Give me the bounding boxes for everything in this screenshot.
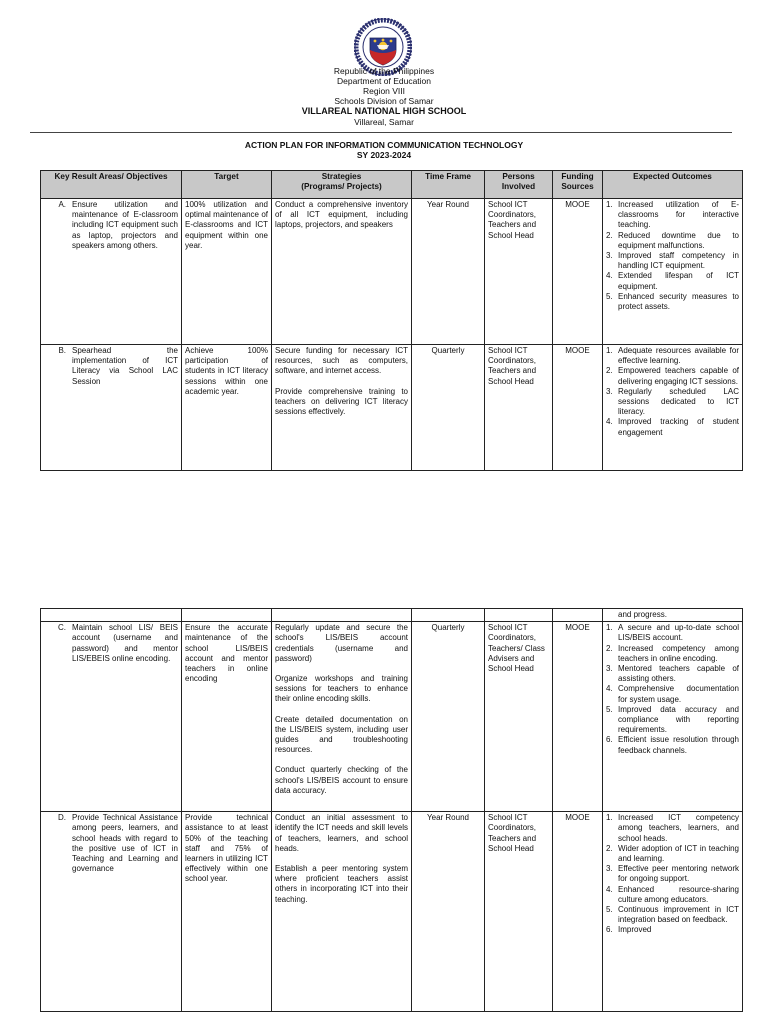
table-row [41,345,743,471]
strategy-item: Conduct quarterly checking of the school's LIS/BEIS account to ensure data accuracy. [275,765,408,795]
outcome-text: Increased ICT competency among teachers, learners, and school heads. [618,813,739,843]
strategy-item: Establish a peer mentoring system where proficient teachers assist others in incorporating ICT into their teaching. [275,864,408,904]
objective-cell [41,199,182,345]
outcome-item [606,200,739,231]
outcome-number: 1. [606,200,613,209]
funding-text: MOOE [565,623,590,633]
outcome-continuation [603,609,743,622]
table-cell [412,609,485,622]
outcome-continuation-text: and progress. [618,610,667,619]
header-school: VILLAREAL NATIONAL HIGH SCHOOL [301,106,467,116]
outcome-number: 2. [606,230,613,240]
funding-cell [553,812,603,1012]
objective [44,623,178,664]
funding-cell [553,199,603,345]
outcome-item [606,644,739,664]
strategies-cell [272,622,412,812]
outcome-text: Efficient issue resolution through feedback channels. [618,735,739,755]
strategies-cell [272,199,412,345]
outcome-number: 5. [606,905,613,915]
outcome-text: Continuous improvement in ICT integration based on feedback. [618,905,739,925]
time-frame-cell [412,345,485,471]
target-text: Ensure the accurate maintenance of the school LIS/BEIS account and mentor teachers in online encoding [185,623,268,684]
strategies-cell [272,812,412,1012]
target-cell [182,199,272,345]
continuation-row [41,609,743,622]
objective-letter: C. [58,623,66,633]
header-department: Department of Education [336,76,432,86]
outcome-text: Improved tracking of student engagement [618,417,739,437]
outcome-item [606,417,739,437]
table-cell [272,609,412,622]
persons-text: School ICT Coordinators, Teachers and School Head [488,346,537,386]
objective [44,813,178,874]
table-cell [485,609,553,622]
outcome-number: 3. [606,864,613,874]
document-title-text: ACTION PLAN FOR INFORMATION COMMUNICATION TECHNOLOGY [244,140,524,150]
target-text: Provide technical assistance to at least 50% of the teaching staff and 75% of learners in utilizing ICT effectively within one school year. [185,813,268,884]
header-funding-sources [553,171,603,199]
persons-cell [485,622,553,812]
target-text: 100% utilization and optimal maintenance of E-classrooms and ICT equipment within one year. [185,200,268,250]
outcome-item [606,844,739,864]
header-target [182,171,272,199]
strategy-item: Provide comprehensive training to teachers on delivering ICT literacy sessions effectively. [275,386,408,417]
table-body-part-1 [41,199,743,471]
outcome-number: 1. [606,813,613,823]
persons-text: School ICT Coordinators, Teachers and School Head [488,200,537,240]
strategy-item: Secure funding for necessary ICT resources, such as computers, software, and internet access. [275,346,408,376]
outcome-number: 4. [606,684,613,694]
outcome-number: 4. [606,884,613,894]
persons-cell [485,345,553,471]
strategy-item: Create detailed documentation on the LIS/BEIS system, including user guides and troubleshooting resources. [275,714,408,755]
time-frame-cell [412,812,485,1012]
objective-text: Maintain school LIS/ BEIS account (username and password) and mentor LIS/EBEIS online encoding. [72,623,178,663]
action-plan-table-part-2 [40,608,743,1012]
outcome-number: 2. [606,843,613,853]
table-cell [553,609,603,622]
table-cell [182,609,272,622]
strategies-cell [272,345,412,471]
table-body-part-2 [41,609,743,1012]
outcome-item [606,366,739,386]
target-cell [182,812,272,1012]
strategy-item: Conduct a comprehensive inventory of all ICT equipment, including laptops, projectors, and speakers [275,200,408,230]
target-text: Achieve 100% participation of students in ICT literacy sessions within one academic year. [185,346,268,396]
persons-text: School ICT Coordinators, Teachers and School Head [488,813,537,853]
table-row [41,812,743,1012]
outcome-item [606,292,739,312]
table-row [41,622,743,812]
outcome-item [606,251,739,271]
outcomes-cell [603,812,743,1012]
outcomes-list [606,200,739,312]
time-frame-cell [412,199,485,345]
outcome-item [606,664,739,684]
header-region: Region VIII [362,86,406,96]
header-division: Schools Division of Samar [334,96,434,106]
objective-letter: B. [58,346,66,355]
strategy-item: Regularly update and secure the school's LIS/BEIS account credentials (username and password) [275,623,408,663]
action-plan-table-part-1 [40,170,743,471]
time-frame-text: Quarterly [431,623,465,633]
header-address: Villareal, Samar [354,117,414,127]
table-cell [41,609,182,622]
header-country: Republic of the Philippines [333,66,435,76]
header-key-result-areas [41,171,182,199]
header-label: Funding Sources [561,172,594,191]
strategy-item: Organize workshops and training sessions for teachers to enhance their online encoding skills. [275,674,408,704]
objective-cell [41,622,182,812]
header-label: Time Frame [425,172,471,181]
outcome-text: Enhanced resource-sharing culture among educators. [618,884,739,904]
outcome-text: Mentored teachers capable of assisting others. [618,664,739,684]
objective-cell [41,812,182,1012]
outcome-item [606,885,739,905]
objective [44,346,178,387]
outcome-item [606,231,739,251]
outcome-text: Improved staff competency in handling ICT equipment. [618,251,739,271]
outcome-text: Improved data accuracy and compliance with reporting requirements. [618,704,739,735]
outcome-text: Increased utilization of E-classrooms for interactive teaching. [618,200,739,230]
outcome-item [606,905,739,925]
funding-text: MOOE [565,346,590,355]
time-frame-cell [412,622,485,812]
header-strategies [272,171,412,199]
outcome-item [606,346,739,366]
objective-letter: A. [58,200,66,209]
document-title [0,140,768,160]
objective-text: Ensure utilization and maintenance of E-classroom including ICT equipment such as laptop, projectors and speakers among others. [72,200,178,250]
outcome-number: 5. [606,704,613,714]
funding-cell [553,622,603,812]
table-header-row [41,171,743,199]
outcome-text: Enhanced security measures to protect assets. [618,291,739,312]
outcome-number: 1. [606,623,613,633]
outcome-number: 3. [606,664,613,674]
funding-text: MOOE [565,813,590,823]
outcome-text: Effective peer mentoring network for ongoing support. [618,864,739,884]
outcome-number: 2. [606,643,613,653]
outcome-number: 4. [606,417,613,427]
outcome-item [606,735,739,755]
outcome-item [606,623,739,643]
outcome-text: Empowered teachers capable of delivering engaging ICT sessions. [618,366,739,386]
persons-cell [485,199,553,345]
header-label: Strategies (Programs/ Projects) [301,172,382,191]
time-frame-text: Year Round [427,200,469,209]
outcome-item [606,864,739,884]
target-cell [182,345,272,471]
funding-text: MOOE [565,200,590,209]
outcome-number: 6. [606,925,613,935]
objective [44,200,178,251]
outcomes-list [606,623,739,756]
outcome-number: 4. [606,271,613,281]
outcomes-cell [603,622,743,812]
outcome-text: Comprehensive documentation for system usage. [618,684,739,704]
outcomes-list [606,346,739,438]
outcome-text: Adequate resources available for effective learning. [618,346,739,366]
outcome-item [606,925,739,935]
outcomes-cell [603,199,743,345]
funding-cell [553,345,603,471]
header-label: Persons Involved [501,172,536,191]
outcome-number: 3. [606,386,613,396]
outcome-text: Improved [618,925,652,935]
header-expected-outcomes [603,171,743,199]
outcomes-cell [603,345,743,471]
target-cell [182,622,272,812]
outcome-number: 2. [606,366,613,376]
table-row [41,199,743,345]
outcome-item [606,684,739,704]
outcome-number: 6. [606,735,613,745]
time-frame-text: Year Round [427,813,469,823]
outcome-item [606,813,739,844]
document-year: SY 2023-2024 [356,150,412,160]
outcome-text: Extended lifespan of ICT equipment. [618,271,739,291]
outcome-item [606,387,739,418]
outcome-item [606,705,739,736]
header-time-frame [412,171,485,199]
outcome-text: Increased competency among teachers in online encoding. [618,643,739,663]
objective-letter: D. [58,813,66,823]
persons-text: School ICT Coordinators, Teachers/ Class Advisers and School Head [488,623,545,674]
outcome-text: Regularly scheduled LAC sessions dedicated to ICT literacy. [618,386,739,417]
outcome-text: A secure and up-to-date school LIS/BEIS account. [618,623,739,643]
outcomes-list [606,813,739,935]
header-label: Target [214,172,239,181]
persons-cell [485,812,553,1012]
outcome-number: 3. [606,251,613,261]
header-label: Expected Outcomes [633,172,712,181]
header-divider [30,132,732,133]
time-frame-text: Quarterly [431,346,465,355]
header-label: Key Result Areas/ Objectives [54,172,168,181]
strategy-item: Conduct an initial assessment to identify the ICT needs and skill levels of teachers, learners, and school heads. [275,813,408,853]
outcome-text: Wider adoption of ICT in teaching and learning. [618,843,739,864]
objective-cell [41,345,182,471]
header-persons-involved [485,171,553,199]
objective-text: Provide Technical Assistance among peers, learners, and school heads with regard to the positive use of ICT in Teaching and Learning and governance [72,813,178,874]
outcome-number: 5. [606,291,613,301]
outcome-item [606,271,739,291]
outcome-number: 1. [606,346,613,355]
outcome-text: Reduced downtime due to equipment malfunctions. [618,230,739,250]
objective-text: Spearhead the implementation of ICT Literacy via School LAC Session [72,346,178,386]
